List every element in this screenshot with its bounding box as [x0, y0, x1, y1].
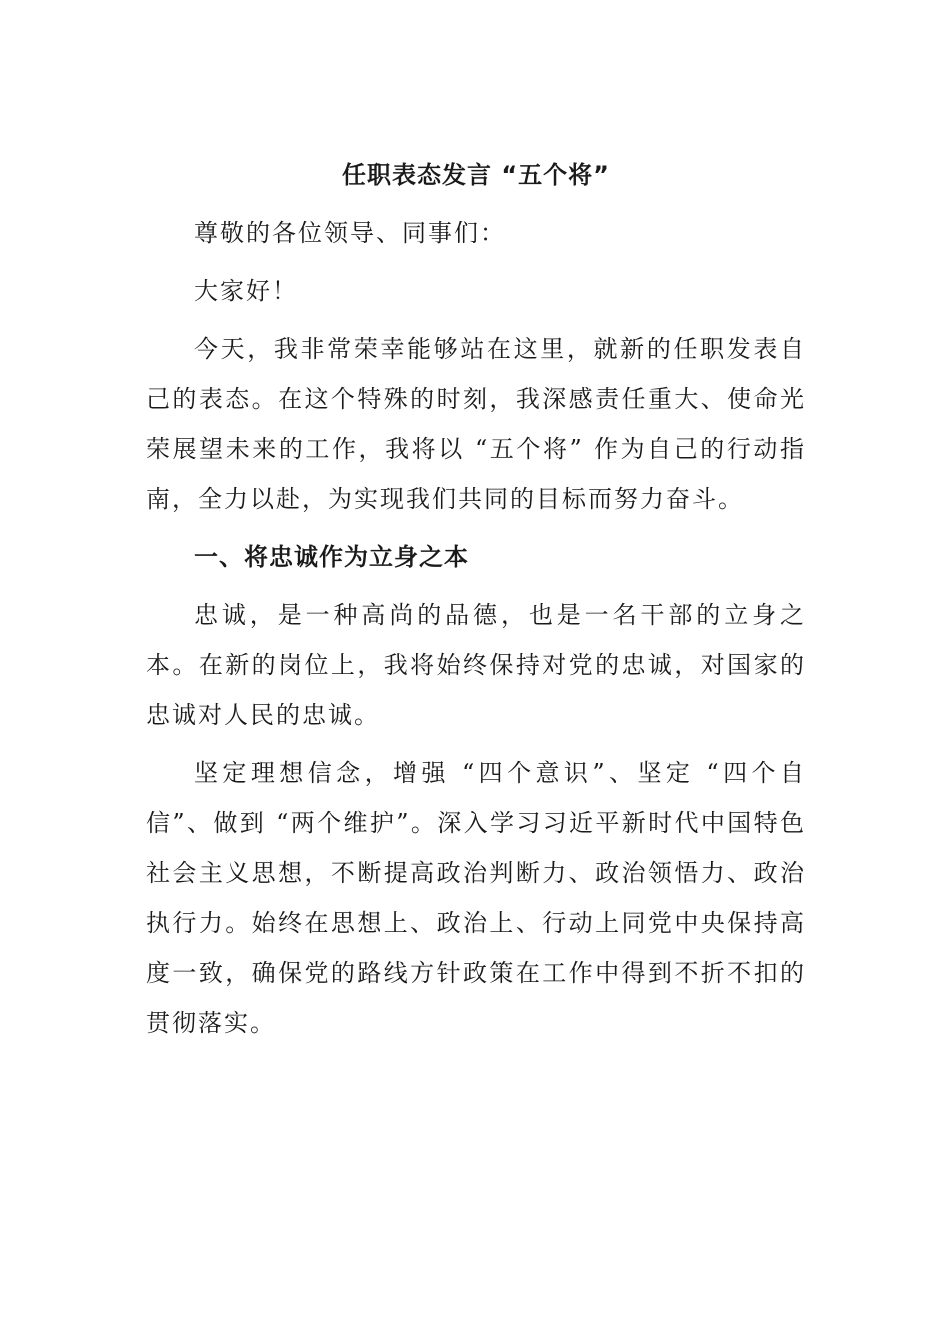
document-title: 任职表态发言 “五个将” — [342, 161, 610, 189]
salutation: 尊敬的各位领导、同事们： — [194, 219, 506, 247]
intro-paragraph: 今天，我非常荣幸能够站在这里，就新的任职发表自己的表态。在这个特殊的时刻，我深感责任重大、使命光荣展望未来的工作，我将以 “五个将” 作为自己的行动指南，全力以赴，为实现我们共同的目标而努力奋斗。 — [146, 335, 806, 513]
section-paragraph-2: 坚定理想信念，增强 “四个意识”、坚定 “四个自信”、做到 “两个维护”。深入学习习近平新时代中国特色社会主义思想，不断提高政治判断力、政治领悟力、政治执行力。始终在思想上、政治上、行动上同党中央保持高度一致，确保党的路线方针政策在工作中得到不折不扣的贯彻落实。 — [146, 759, 806, 1037]
section-heading: 一、将忠诚作为立身之本 — [194, 543, 469, 571]
document-body — [146, 150, 806, 1056]
section-paragraph-1: 忠诚，是一种高尚的品德，也是一名干部的立身之本。在新的岗位上，我将始终保持对党的忠诚，对国家的忠诚对人民的忠诚。 — [146, 601, 806, 729]
greeting: 大家好！ — [194, 277, 298, 305]
